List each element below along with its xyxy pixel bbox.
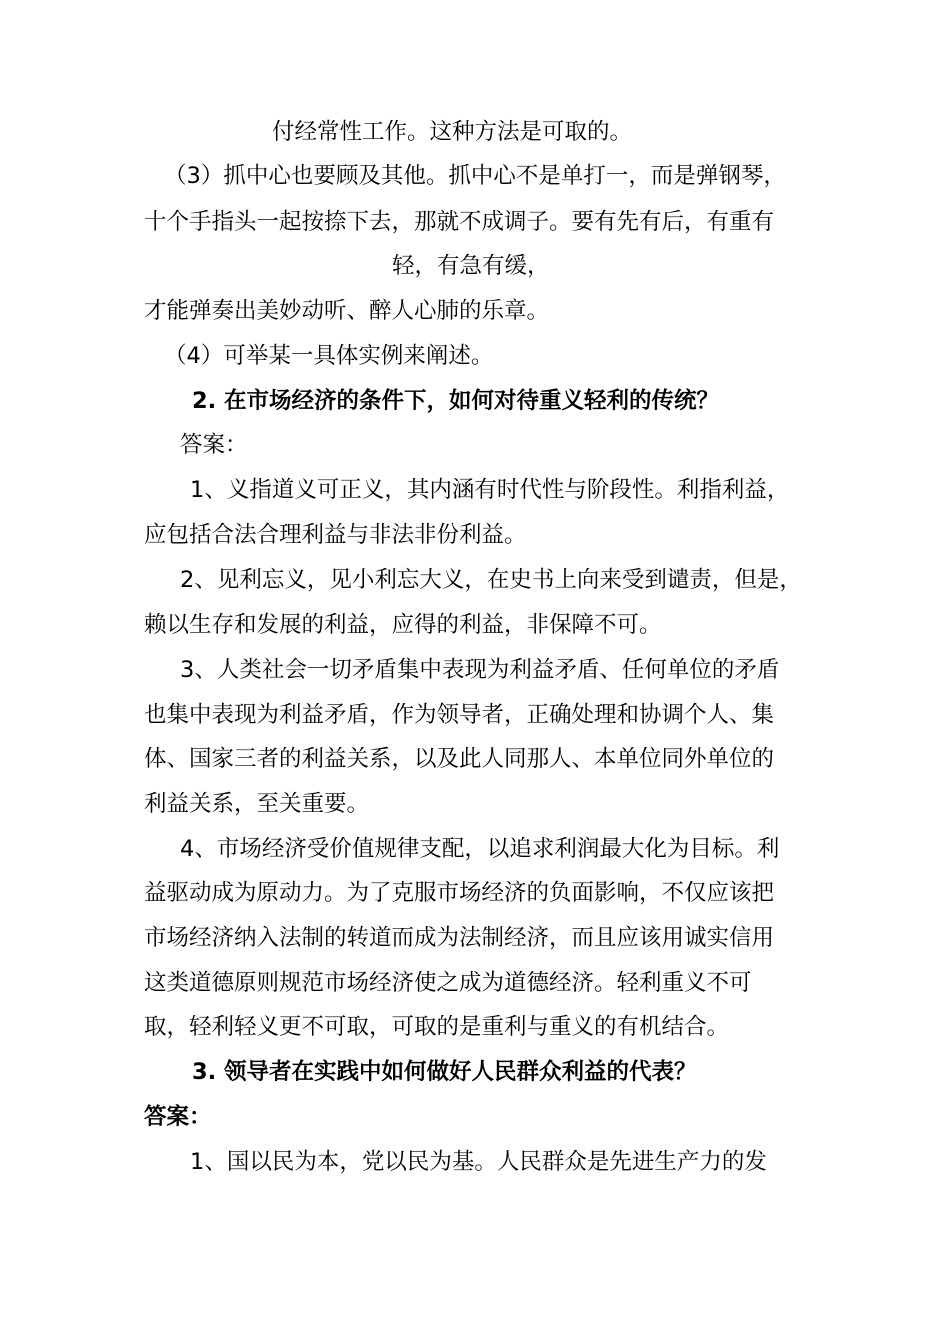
text-line: 2、见利忘义，见小利忘大义，在史书上向来受到谴责，但是， bbox=[180, 567, 802, 593]
answer-label: 答案： bbox=[180, 432, 248, 458]
text-line: 也集中表现为利益矛盾，作为领导者，正确处理和协调个人、集 bbox=[144, 702, 775, 728]
text-line: 轻，有急有缓， bbox=[392, 253, 550, 279]
text-line: 才能弹奏出美妙动听、醉人心肺的乐章。 bbox=[144, 298, 550, 324]
question-heading: 3. 领导者在实践中如何做好人民群众利益的代表？ bbox=[192, 1059, 697, 1085]
text-line: 体、国家三者的利益关系，以及此人同那人、本单位同外单位的 bbox=[144, 746, 775, 772]
text-line: （3）抓中心也要顾及其他。抓中心不是单打一，而是弹钢琴， bbox=[164, 163, 786, 189]
text-line: 应包括合法合理利益与非法非份利益。 bbox=[144, 522, 527, 548]
text-line: 利益关系，至关重要。 bbox=[144, 791, 370, 817]
text-line: （4）可举某一具体实例来阐述。 bbox=[164, 343, 494, 369]
text-line: 付经常性工作。这种方法是可取的。 bbox=[272, 119, 633, 145]
text-line: 赖以生存和发展的利益，应得的利益，非保障不可。 bbox=[144, 612, 662, 638]
text-line: 这类道德原则规范市场经济使之成为道德经济。轻利重义不可 bbox=[144, 970, 752, 996]
text-line: 市场经济纳入法制的转道而成为法制经济，而且应该用诚实信用 bbox=[144, 925, 775, 951]
text-line: 1、国以民为本，党以民为基。人民群众是先进生产力的发 bbox=[190, 1149, 767, 1175]
text-line: 益驱动成为原动力。为了克服市场经济的负面影响，不仅应该把 bbox=[144, 880, 775, 906]
text-line: 取，轻利轻义更不可取，可取的是重利与重义的有机结合。 bbox=[144, 1014, 730, 1040]
text-line: 1、义指道义可正义，其内涵有时代性与阶段性。利指利益， bbox=[190, 477, 790, 503]
text-line: 3、人类社会一切矛盾集中表现为利益矛盾、任何单位的矛盾 bbox=[180, 657, 780, 683]
answer-label: 答案： bbox=[144, 1104, 212, 1130]
text-line: 4、市场经济受价值规律支配，以追求利润最大化为目标。利 bbox=[180, 836, 780, 862]
text-line: 十个手指头一起按捺下去，那就不成调子。要有先有后，有重有 bbox=[144, 209, 775, 235]
question-heading: 2. 在市场经济的条件下，如何对待重义轻利的传统？ bbox=[192, 388, 720, 414]
